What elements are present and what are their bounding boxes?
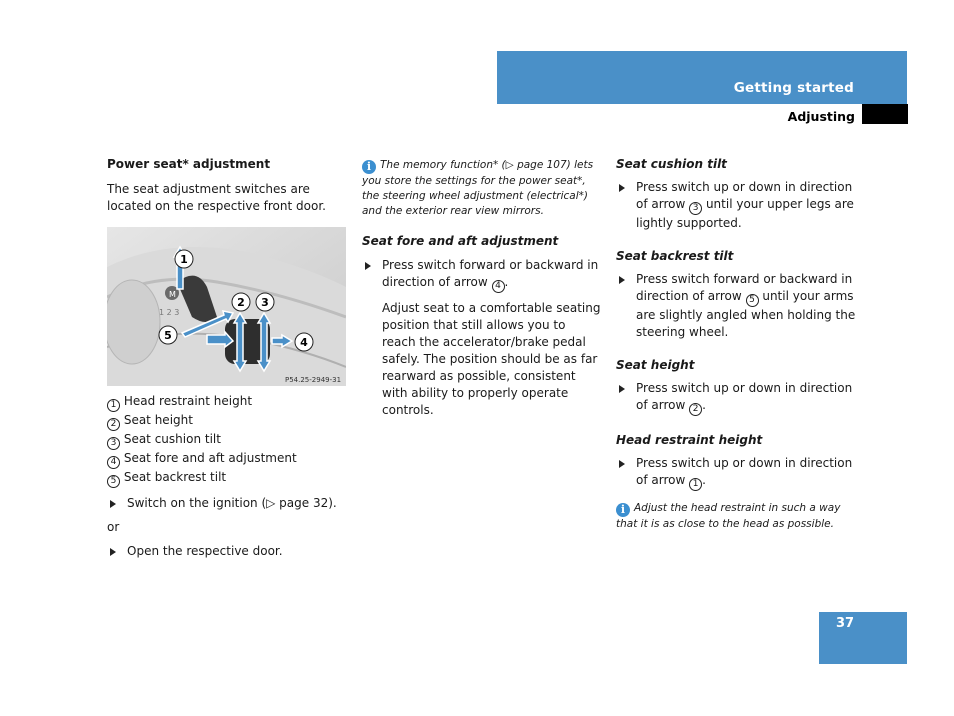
head-restraint-heading: Head restraint height: [616, 433, 763, 447]
intro-paragraph: The seat adjustment switches are located on the respective front door.: [107, 182, 326, 213]
legend-item: 5 Seat backrest tilt: [107, 469, 347, 488]
section-tab-marker: [862, 104, 908, 124]
backrest-tilt-step: Press switch forward or backward in direction of arrow 5 until your arms are slightly angled when holding the steering wheel.: [616, 271, 856, 341]
subsection-title: Adjusting: [787, 109, 855, 124]
cushion-tilt-heading: Seat cushion tilt: [616, 157, 727, 171]
open-door-step: Open the respective door.: [107, 543, 347, 560]
image-code-caption: P54.25-2949-31: [285, 376, 342, 384]
cushion-tilt-step: Press switch up or down in direction of arrow 3 until your upper legs are lightly supported.: [616, 179, 856, 232]
svg-text:1: 1: [180, 253, 188, 266]
legend-list: [107, 393, 347, 488]
fore-aft-step: Press switch forward or backward in direction of arrow 4 .: [362, 257, 602, 293]
svg-text:4: 4: [300, 336, 308, 349]
svg-text:M: M: [169, 290, 176, 299]
svg-text:5: 5: [164, 329, 172, 342]
column-2: [362, 158, 602, 426]
seat-switch-illustration: [107, 227, 346, 386]
svg-text:1 2 3: 1 2 3: [159, 308, 180, 317]
fore-aft-paragraph: Adjust seat to a comfortable seating position that still allows you to reach the accelerator/brake pedal safely. The position should be as far rearward as possible, consistent with ability to properly operate controls.: [382, 301, 601, 417]
seat-height-heading: Seat height: [616, 358, 695, 372]
head-restraint-step: Press switch up or down in direction of arrow 1 .: [616, 455, 856, 491]
ignition-step: Switch on the ignition (▷ page 32).: [107, 495, 347, 512]
section-title: Getting started: [733, 80, 854, 96]
memory-note: i The memory function* (▷ page 107) lets you store the settings for the power seat*, the steering wheel adjustment (electrical*) and the exterior rear view mirrors.: [362, 159, 594, 217]
header-band: [497, 51, 907, 104]
head-restraint-note: i Adjust the head restraint in such a way that it is as close to the head as possible.: [616, 502, 841, 530]
legend-item: 3 Seat cushion tilt: [107, 431, 347, 450]
legend-item: 2 Seat height: [107, 412, 347, 431]
seat-height-step: Press switch up or down in direction of arrow 2 .: [616, 380, 856, 416]
svg-text:2: 2: [237, 296, 245, 309]
legend-item: 1 Head restraint height: [107, 393, 347, 412]
power-seat-heading: Power seat* adjustment: [107, 157, 271, 171]
fore-aft-heading: Seat fore and aft adjustment: [362, 234, 559, 248]
or-text: or: [107, 520, 120, 534]
info-icon: i: [616, 503, 630, 517]
page-number: 37: [835, 616, 855, 631]
column-1: [107, 156, 347, 567]
backrest-tilt-heading: Seat backrest tilt: [616, 249, 734, 263]
seat-switch-photo: [107, 227, 346, 386]
info-icon: i: [362, 160, 376, 174]
svg-text:3: 3: [261, 296, 269, 309]
column-3: [616, 156, 856, 539]
legend-item: 4 Seat fore and aft adjustment: [107, 450, 347, 469]
